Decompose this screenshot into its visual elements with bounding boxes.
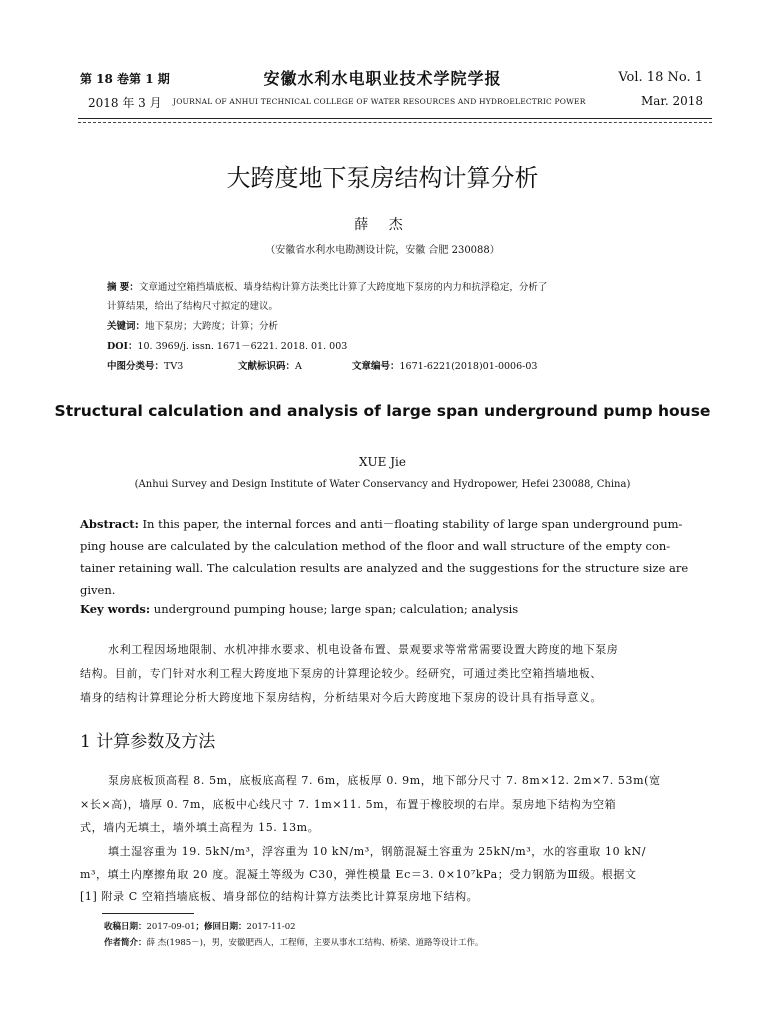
issue-cn: 第 18 卷第 1 期 (80, 72, 170, 86)
affiliation-cn: （安徽省水利水电勘测设计院，安徽 合肥 230088） (265, 245, 500, 256)
journal-title-en: JOURNAL OF ANHUI TECHNICAL COLLEGE OF WATER RESOURCES AND HYDROELECTRIC POWER (173, 97, 586, 106)
section-1-title: 1 计算参数及方法 (80, 732, 216, 752)
abstract-en-line-4: given. (80, 583, 116, 597)
clc-label: 中图分类号： (107, 361, 165, 372)
abstract-en-line-1: In this paper, the internal forces and anti－floating stability of large span underground pum- (138, 517, 683, 531)
revised-date: 2017-11-02 (246, 922, 296, 932)
author-bio-label: 作者简介： (104, 938, 147, 948)
p2-line-3: [1] 附录 C 空箱挡墙底板、墙身部位的结构计算方法类比计算泵房地下结构。 (80, 890, 479, 903)
doc-code (238, 362, 302, 372)
footnote-author (104, 936, 484, 948)
keywords-cn-text: 地下泵房；大跨度；计算；分析 (145, 321, 279, 332)
p2-line-2: m³，填土内摩擦角取 20 度。混凝土等级为 C30，弹性模量 Ec＝3. 0×10⁷kPa；受力钢筋为Ⅲ级。根据文 (80, 868, 637, 881)
received-date: 2017-09-01 (146, 922, 196, 932)
abstract-en-line-3: tainer retaining wall. The calculation results are analyzed and the suggestions for the structure size are (80, 561, 689, 575)
article-title-en: Structural calculation and analysis of large span underground pump house (54, 402, 711, 420)
intro-line-3: 墙身的结构计算理论分析大跨度地下泵房结构，分析结果对今后大跨度地下泵房的设计具有指导意义。 (80, 691, 602, 704)
article-number-value: 1671-6221(2018)01-0006-03 (399, 361, 538, 372)
p1-line-2: ×长×高)，墙厚 0. 7m，底板中心线尺寸 7. 1m×11. 5m，布置于橡胶坝的右岸。泵房地下结构为空箱 (80, 798, 617, 811)
intro-line-2: 结构。目前，专门针对水利工程大跨度地下泵房的计算理论较少。经研究，可通过类比空箱挡墙地板、 (80, 667, 602, 680)
abstract-en-line-2: ping house are calculated by the calculation method of the floor and wall structure of the empty con- (80, 539, 671, 553)
doc-code-label: 文献标识码： (238, 361, 296, 372)
keywords-label-cn: 关键词： (107, 321, 146, 332)
header-rule (78, 118, 712, 119)
doi (107, 342, 347, 352)
doi-value: 10. 3969/j. issn. 1671－6221. 2018. 01. 003 (137, 341, 348, 352)
header-rule-dashed (78, 122, 712, 123)
affiliation-en: (Anhui Survey and Design Institute of Water Conservancy and Hydropower, Hefei 230088, China) (134, 479, 631, 490)
footnote-dates (104, 920, 296, 932)
author-bio: 薛 杰(1985－)，男，安徽肥西人，工程师，主要从事水工结构、桥梁、道路等设计工作。 (146, 938, 484, 948)
journal-title-cn: 安徽水利水电职业技术学院学报 (263, 69, 502, 88)
keywords-label-en: Key words: (80, 602, 151, 616)
footnote-rule (102, 913, 194, 914)
abstract-en (80, 516, 682, 532)
abstract-cn (107, 283, 547, 293)
abstract-label-cn: 摘 要： (107, 282, 139, 293)
article-title-cn: 大跨度地下泵房结构计算分析 (226, 164, 539, 192)
abstract-label-en: Abstract: (80, 517, 139, 531)
clc-value: TV3 (164, 361, 184, 372)
article-number (352, 362, 537, 372)
p2-line-1: 填土湿容重为 19. 5kN/m³，浮容重为 10 kN/m³，钢筋混凝土容重为 25kN/m³，水的容重取 10 kN/ (108, 845, 647, 858)
author-en: XUE Jie (359, 455, 406, 469)
date-cn: 2018 年 3 月 (88, 96, 162, 110)
date-en: Mar. 2018 (640, 94, 703, 108)
abstract-cn-line-1: 文章通过空箱挡墙底板、墙身结构计算方法类比计算了大跨度地下泵房的内力和抗浮稳定，分析了 (138, 282, 548, 293)
volume-en: Vol. 18 No. 1 (618, 70, 703, 85)
article-number-label: 文章编号： (352, 361, 400, 372)
intro-line-1: 水利工程因场地限制、水机冲排水要求、机电设备布置、景观要求等常常需要设置大跨度的地下泵房 (108, 643, 619, 656)
keywords-en-text: underground pumping house; large span; calculation; analysis (150, 602, 519, 616)
p1-line-1: 泵房底板顶高程 8. 5m，底板底高程 7. 6m，底板厚 0. 9m，地下部分尺寸 7. 8m×12. 2m×7. 53m(宽 (108, 774, 661, 787)
abstract-cn-line-2: 计算结果，给出了结构尺寸拟定的建议。 (107, 301, 279, 312)
keywords-cn (107, 322, 278, 332)
classification-line (107, 362, 183, 372)
received-label: 收稿日期： (104, 922, 147, 932)
p1-line-3: 式，墙内无填土，墙外填土高程为 15. 13m。 (80, 821, 320, 834)
revised-label: ；修回日期： (195, 922, 247, 932)
keywords-en (80, 602, 518, 616)
doi-label: DOI： (107, 341, 138, 352)
author-cn: 薛 杰 (354, 217, 411, 233)
doc-code-value: A (295, 361, 302, 372)
